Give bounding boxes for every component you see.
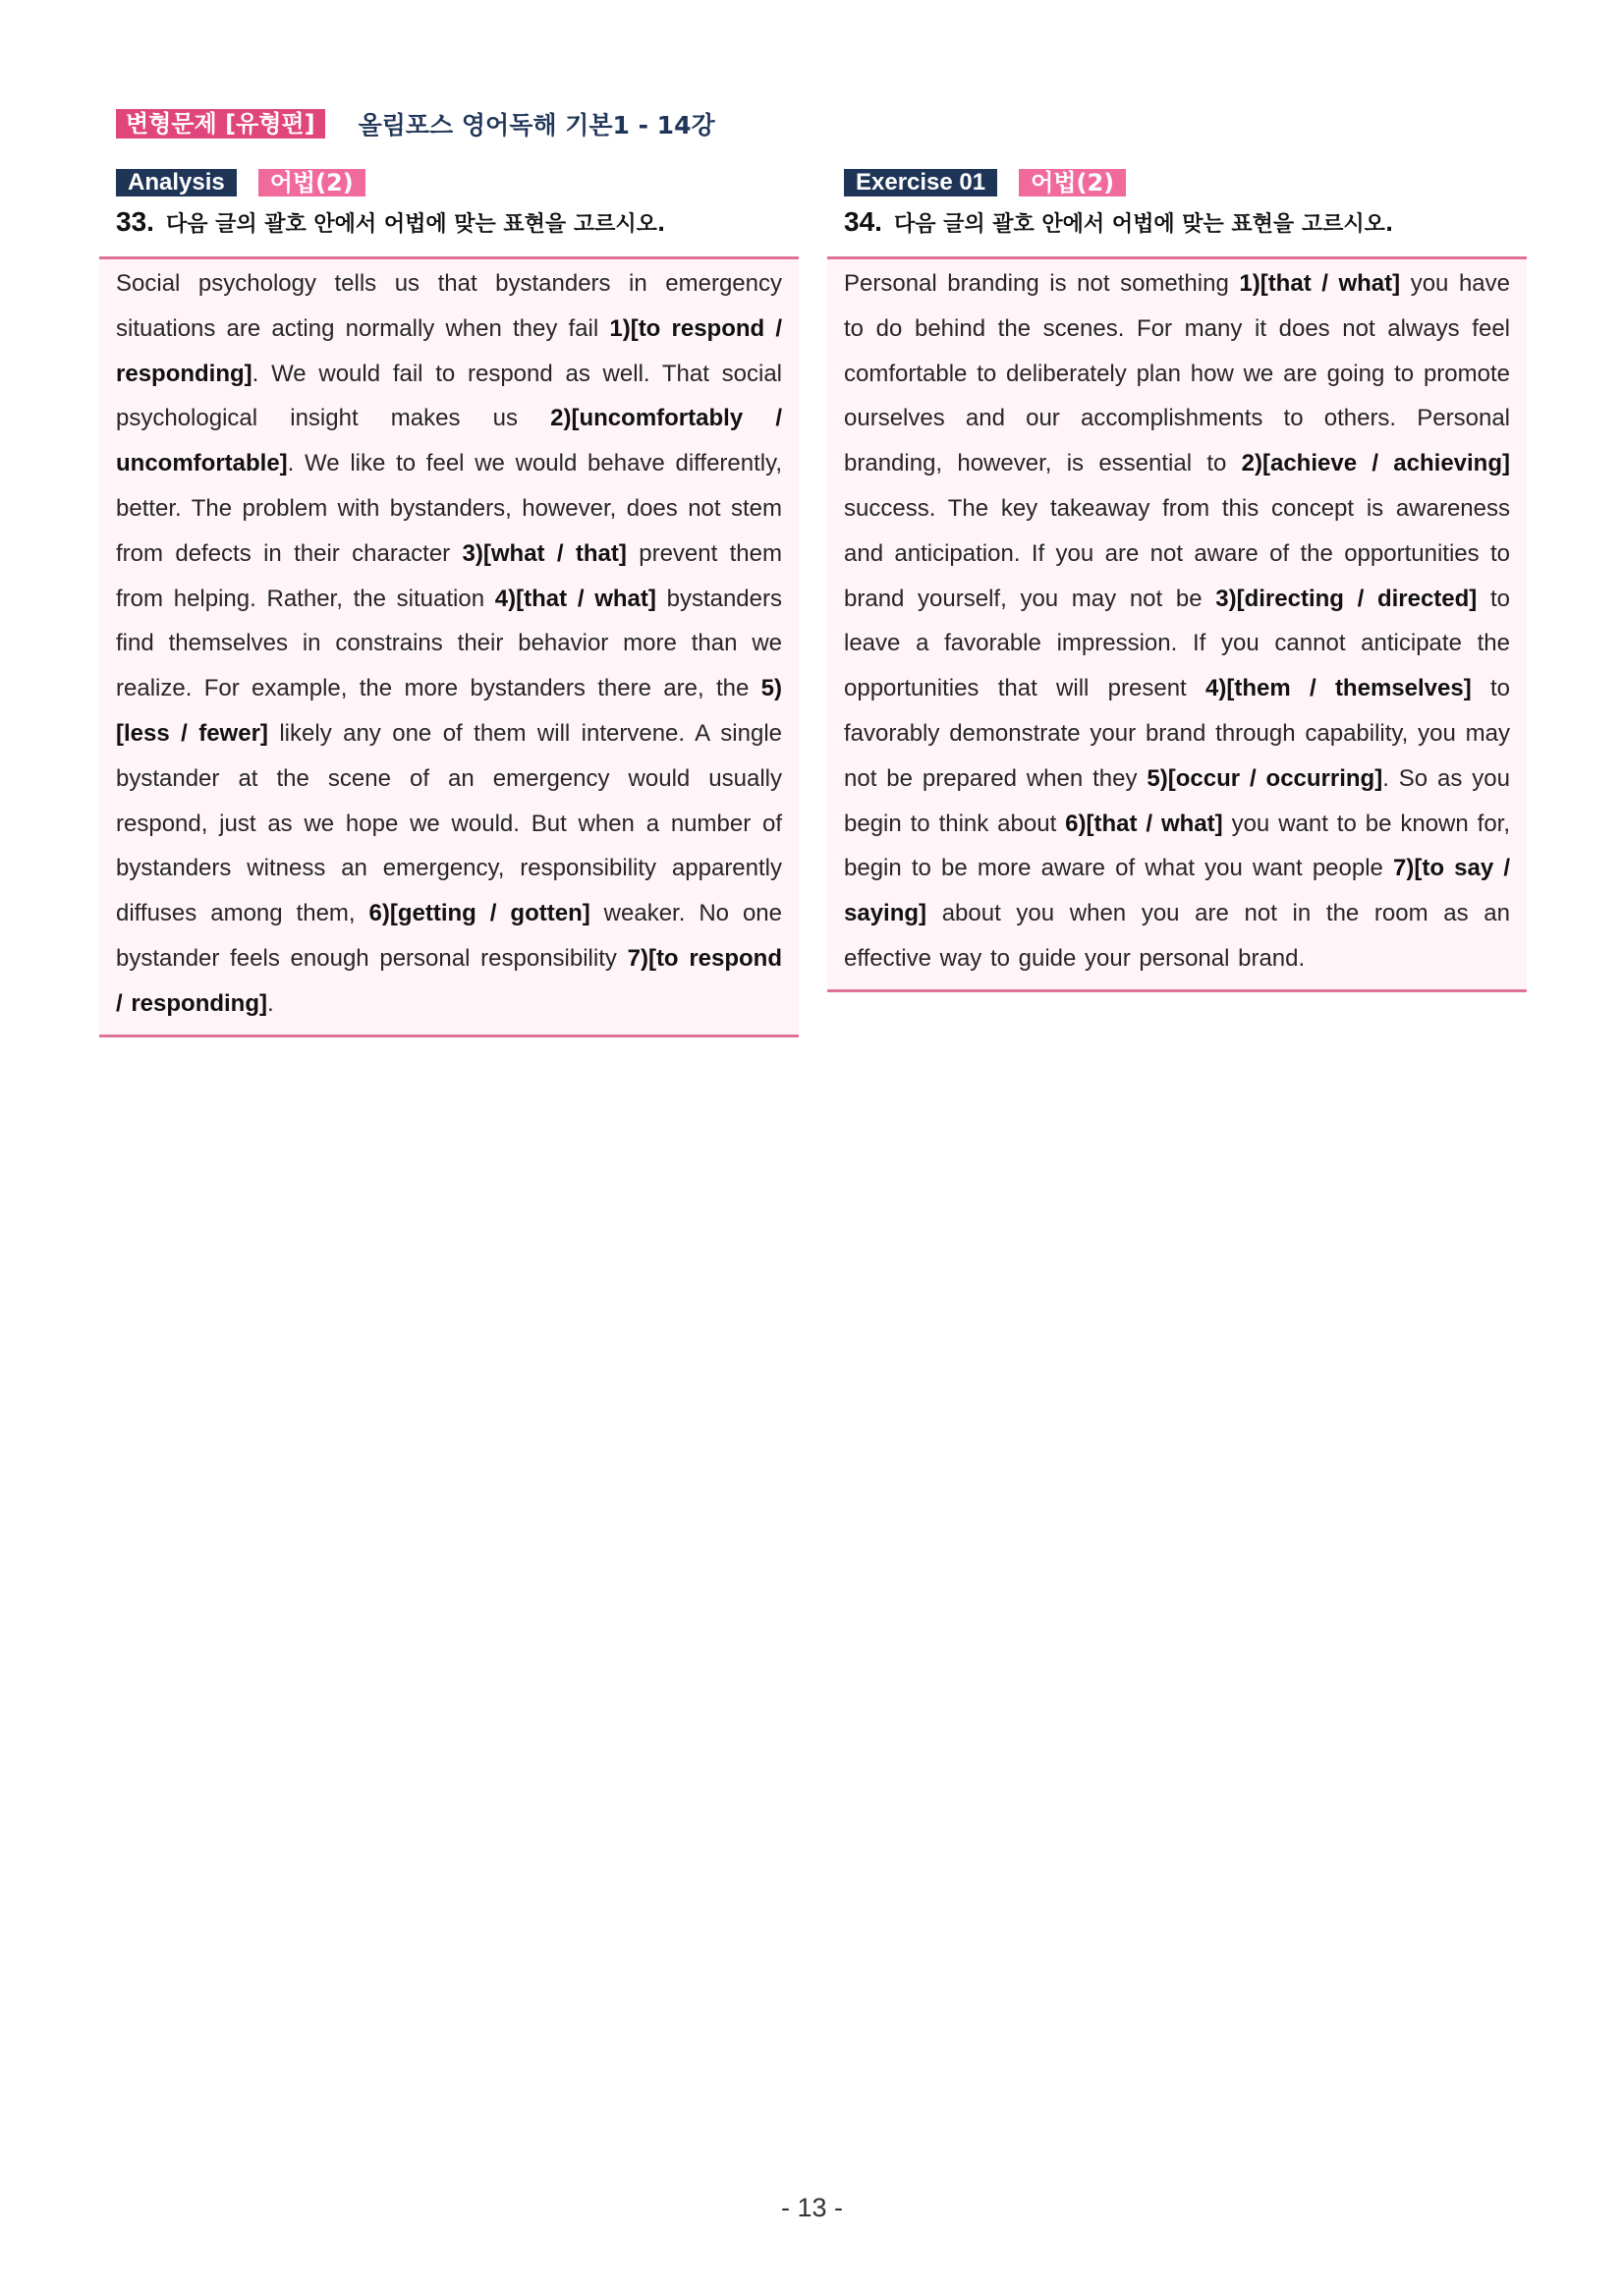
answer-choice: 3)[what / that] [462, 539, 627, 567]
answer-choice: 5)[occur / occurring] [1147, 764, 1383, 792]
passage-segment: . We like to feel we would behave differently, better. The problem with bystanders, however, does not stem from defects in their character [116, 450, 782, 567]
passage-segment: to favorably demonstrate your brand through capability, you may not be prepared when they [844, 675, 1510, 792]
passage-segment: likely any one of them will intervene. A single bystander at the scene of an emergency would usually respond, just as we hope we would. But when a number of bystanders witness an emergency, responsibility apparently diffuses among them, [116, 719, 782, 927]
passage-text [844, 261, 1510, 981]
exercise-question [827, 206, 1527, 242]
answer-choice: 7)[to respond / responding] [116, 944, 782, 1017]
analysis-question [99, 206, 799, 242]
page-number: - 13 - [780, 2193, 844, 2222]
analysis-column [99, 169, 799, 1037]
passage-segment: bystanders find themselves in constrains their behavior more than we realize. For example, the more bystanders there are, the [116, 585, 782, 702]
passage-segment: weaker. No one bystander feels enough personal responsibility [116, 900, 782, 972]
passage-box [827, 256, 1527, 992]
answer-choice: 4)[them / themselves] [1205, 675, 1472, 702]
question-instruction: 다음 글의 괄호 안에서 어법에 맞는 표현을 고르시오. [165, 212, 666, 237]
passage-segment: prevent them from helping. Rather, the situation [116, 539, 782, 612]
exercise-column [827, 169, 1527, 992]
question-number: 33. [116, 206, 154, 237]
passage-segment: success. The key takeaway from this concept is awareness and anticipation. If you are not aware of the opportunities to brand yourself, you may not be [844, 494, 1510, 612]
passage-segment: you have to do behind the scenes. For many it does not always feel comfortable to deliberately plan how we are going to promote ourselves and our accomplishments to others. Personal branding, however, is essential to [844, 270, 1510, 477]
header-tag: 변형문제 [유형편] [116, 109, 325, 139]
answer-choice: 3)[directing / directed] [1215, 585, 1478, 612]
passage-segment: about you when you are not in the room as an effective way to guide your personal brand. [844, 900, 1510, 972]
analysis-label: Analysis [116, 169, 237, 196]
exercise-category: 어법(2) [1019, 169, 1126, 196]
exercise-labels [827, 169, 1527, 196]
passage-segment: . So as you begin to think about [844, 764, 1510, 837]
answer-choice: 2)[uncomfortably / uncomfortable] [116, 405, 782, 477]
answer-choice: 5)[less / fewer] [116, 675, 782, 747]
exercise-label: Exercise 01 [844, 169, 997, 196]
passage-segment: Social psychology tells us that bystanders in emergency situations are acting normally when they fail [116, 270, 782, 342]
passage-segment: . We would fail to respond as well. That social psychological insight makes us [116, 360, 782, 432]
answer-choice: 7)[to say / saying] [844, 855, 1510, 927]
question-instruction: 다음 글의 괄호 안에서 어법에 맞는 표현을 고르시오. [893, 212, 1394, 237]
passage-segment: to leave a favorable impression. If you cannot anticipate the opportunities that will present [844, 585, 1511, 702]
page-header [116, 106, 715, 141]
passage-text [116, 261, 782, 1027]
analysis-labels [99, 169, 799, 196]
passage-box [99, 256, 799, 1037]
answer-choice: 6)[that / what] [1065, 810, 1223, 837]
question-number: 34. [844, 206, 882, 237]
passage-segment: you want to be known for, begin to be more aware of what you want people [844, 810, 1511, 882]
answer-choice: 1)[that / what] [1239, 270, 1401, 297]
answer-choice: 2)[achieve / achieving] [1241, 450, 1510, 477]
passage-segment: . [267, 989, 274, 1017]
answer-choice: 4)[that / what] [494, 585, 656, 612]
header-title: 올림포스 영어독해 기본1 - 14강 [358, 111, 715, 140]
analysis-category: 어법(2) [258, 169, 365, 196]
answer-choice: 6)[getting / gotten] [368, 900, 590, 927]
answer-choice: 1)[to respond / responding] [116, 314, 783, 387]
passage-segment: Personal branding is not something [844, 270, 1240, 297]
